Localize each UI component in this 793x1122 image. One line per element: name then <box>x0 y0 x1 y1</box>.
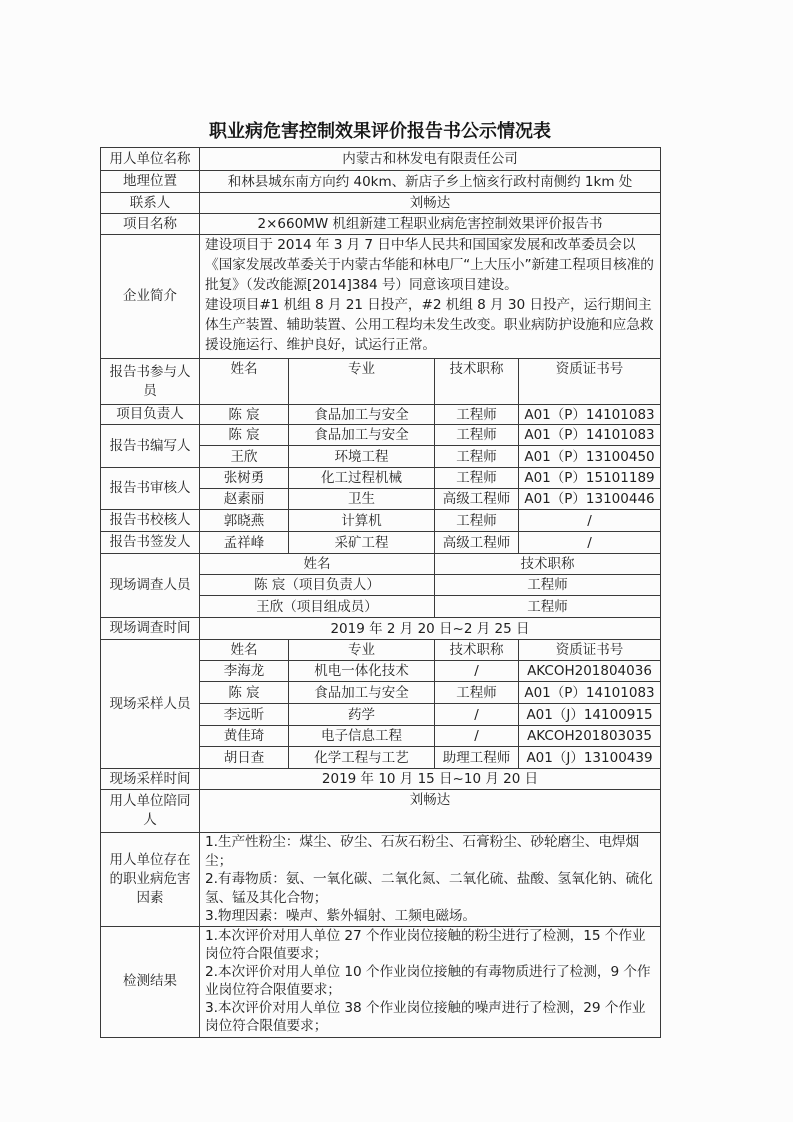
page-title: 职业病危害控制效果评价报告书公示情况表 <box>209 121 551 142</box>
role-label: 报告书校核人 <box>101 510 200 532</box>
member-major: 采矿工程 <box>289 532 435 554</box>
sampler-title: / <box>435 726 519 747</box>
member-major: 食品加工与安全 <box>289 405 435 425</box>
employer-row <box>101 148 661 171</box>
survey-header-row <box>101 554 661 575</box>
project-value: 2×660MW 机组新建工程职业病危害控制效果评价报告书 <box>200 214 661 235</box>
sampler-major: 化学工程与工艺 <box>289 747 435 769</box>
contact-label: 联系人 <box>101 193 200 214</box>
survey-name: 王欣（项目组成员） <box>200 596 435 618</box>
hazard-item: 3.物理因素：噪声、紫外辐射、工频电磁场。 <box>205 908 477 924</box>
member-cert: A01（P）13100446 <box>519 489 661 510</box>
member-title: 工程师 <box>435 468 519 489</box>
contact-row <box>101 193 661 214</box>
member-major: 食品加工与安全 <box>289 425 435 446</box>
member-title: 工程师 <box>435 425 519 446</box>
member-major: 计算机 <box>289 510 435 532</box>
results-label: 检测结果 <box>101 926 200 1037</box>
table-row <box>101 510 661 532</box>
result-item: 3.本次评价对用人单位 38 个作业岗位接触的噪声进行了检测，29 个作业岗位符合限值要求； <box>205 999 646 1034</box>
project-row <box>101 214 661 235</box>
col-header-cert: 资质证书号 <box>519 359 661 405</box>
member-title: 高级工程师 <box>435 489 519 510</box>
sampler-cert: AKCOH201803035 <box>519 726 661 747</box>
profile-paragraph: 建设项目#1 机组 8 月 21 日投产，#2 机组 8 月 30 日投产，运行期间主体生产装置、辅助装置、公用工程均未发生改变。职业病防护设施和应急救援设施运行、维护良好，试运行正常。 <box>205 297 654 353</box>
member-name: 赵素丽 <box>200 489 289 510</box>
sampling-col-header-major: 专业 <box>289 640 435 661</box>
sampler-title: / <box>435 661 519 682</box>
member-title: 工程师 <box>435 446 519 468</box>
sampler-cert: A01（J）14100915 <box>519 704 661 726</box>
role-label: 项目负责人 <box>101 405 200 425</box>
survey-name: 陈 宸（项目负责人） <box>200 575 435 596</box>
accompany-value: 刘畅达 <box>200 790 661 833</box>
sampler-major: 机电一体化技术 <box>289 661 435 682</box>
results-list <box>200 926 661 1037</box>
sampler-cert: A01（P）14101083 <box>519 682 661 704</box>
member-major: 环境工程 <box>289 446 435 468</box>
sampler-title: 助理工程师 <box>435 747 519 769</box>
member-name: 陈 宸 <box>200 425 289 446</box>
results-row <box>101 926 661 1037</box>
survey-time-value: 2019 年 2 月 20 日~2 月 25 日 <box>200 618 661 640</box>
hazard-item: 2.有毒物质：氨、一氧化碳、二氧化氮、二氧化硫、盐酸、氢氧化钠、硫化氢、锰及其化合物； <box>205 871 653 906</box>
sampler-name: 李远昕 <box>200 704 289 726</box>
table-row <box>101 468 661 489</box>
sampling-staff-label: 现场采样人员 <box>101 640 200 769</box>
sampling-col-header-title: 技术职称 <box>435 640 519 661</box>
member-major: 化工过程机械 <box>289 468 435 489</box>
table-row <box>101 405 661 425</box>
member-title: 工程师 <box>435 510 519 532</box>
hazards-row <box>101 833 661 927</box>
survey-title: 工程师 <box>435 575 661 596</box>
member-major: 卫生 <box>289 489 435 510</box>
accompany-row <box>101 790 661 833</box>
result-item: 2.本次评价对用人单位 10 个作业岗位接触的有毒物质进行了检测，9 个作业岗位符合限值要求； <box>205 963 651 998</box>
col-header-major: 专业 <box>289 359 435 405</box>
sampler-name: 胡日查 <box>200 747 289 769</box>
col-header-title: 技术职称 <box>435 359 519 405</box>
participants-header-row <box>101 359 661 405</box>
profile-text <box>200 235 661 359</box>
result-item: 1.本次评价对用人单位 27 个作业岗位接触的粉尘进行了检测，15 个作业岗位符合限值要求； <box>205 927 646 962</box>
participants-label: 报告书参与人员 <box>101 359 200 405</box>
col-header-name: 姓名 <box>200 359 289 405</box>
sampler-cert: A01（J）13100439 <box>519 747 661 769</box>
survey-col-header-title: 技术职称 <box>435 554 661 575</box>
sampler-major: 药学 <box>289 704 435 726</box>
location-row <box>101 171 661 193</box>
sampler-major: 食品加工与安全 <box>289 682 435 704</box>
sampler-name: 黄佳琦 <box>200 726 289 747</box>
profile-row <box>101 235 661 359</box>
member-title: 高级工程师 <box>435 532 519 554</box>
project-label: 项目名称 <box>101 214 200 235</box>
member-name: 郭晓燕 <box>200 510 289 532</box>
sampling-header-row <box>101 640 661 661</box>
sampler-major: 电子信息工程 <box>289 726 435 747</box>
sampler-title: / <box>435 704 519 726</box>
member-cert: / <box>519 532 661 554</box>
sampling-col-header-cert: 资质证书号 <box>519 640 661 661</box>
member-cert: A01（P）14101083 <box>519 425 661 446</box>
accompany-label: 用人单位陪同人 <box>101 790 200 833</box>
member-cert: / <box>519 510 661 532</box>
survey-col-header-name: 姓名 <box>200 554 435 575</box>
survey-staff-label: 现场调查人员 <box>101 554 200 618</box>
hazards-list <box>200 833 661 927</box>
member-title: 工程师 <box>435 405 519 425</box>
sampling-time-label: 现场采样时间 <box>101 769 200 790</box>
table-row <box>101 425 661 446</box>
survey-time-row <box>101 618 661 640</box>
profile-paragraph: 建设项目于 2014 年 3 月 7 日中华人民共和国国家发展和改革委员会以《国家发展改革委关于内蒙古华能和林电厂“上大压小”新建工程项目核准的批复》（发改能源[2014]384 号）同意该项目建设。 <box>205 237 654 293</box>
survey-time-label: 现场调查时间 <box>101 618 200 640</box>
hazard-item: 1.生产性粉尘：煤尘、矽尘、石灰石粉尘、石膏粉尘、砂轮磨尘、电焊烟尘； <box>205 834 640 869</box>
member-cert: A01（P）13100450 <box>519 446 661 468</box>
member-cert: A01（P）15101189 <box>519 468 661 489</box>
disclosure-table <box>100 147 661 1038</box>
profile-label: 企业简介 <box>101 235 200 359</box>
employer-value: 内蒙古和林发电有限责任公司 <box>200 148 661 171</box>
table-row <box>101 532 661 554</box>
role-label: 报告书签发人 <box>101 532 200 554</box>
sampling-time-row <box>101 769 661 790</box>
contact-value: 刘畅达 <box>200 193 661 214</box>
location-value: 和林县城东南方向约 40km、新店子乡上恼亥行政村南侧约 1km 处 <box>200 171 661 193</box>
role-label: 报告书审核人 <box>101 468 200 510</box>
employer-label: 用人单位名称 <box>101 148 200 171</box>
sampling-time-value: 2019 年 10 月 15 日~10 月 20 日 <box>200 769 661 790</box>
member-name: 张树勇 <box>200 468 289 489</box>
sampler-title: 工程师 <box>435 682 519 704</box>
member-name: 王欣 <box>200 446 289 468</box>
sampler-cert: AKCOH201804036 <box>519 661 661 682</box>
member-name: 陈 宸 <box>200 405 289 425</box>
hazards-label: 用人单位存在的职业病危害因素 <box>101 833 200 927</box>
member-cert: A01（P）14101083 <box>519 405 661 425</box>
member-name: 孟祥峰 <box>200 532 289 554</box>
sampling-col-header-name: 姓名 <box>200 640 289 661</box>
survey-title: 工程师 <box>435 596 661 618</box>
role-label: 报告书编写人 <box>101 425 200 468</box>
sampler-name: 李海龙 <box>200 661 289 682</box>
sampler-name: 陈 宸 <box>200 682 289 704</box>
location-label: 地理位置 <box>101 171 200 193</box>
